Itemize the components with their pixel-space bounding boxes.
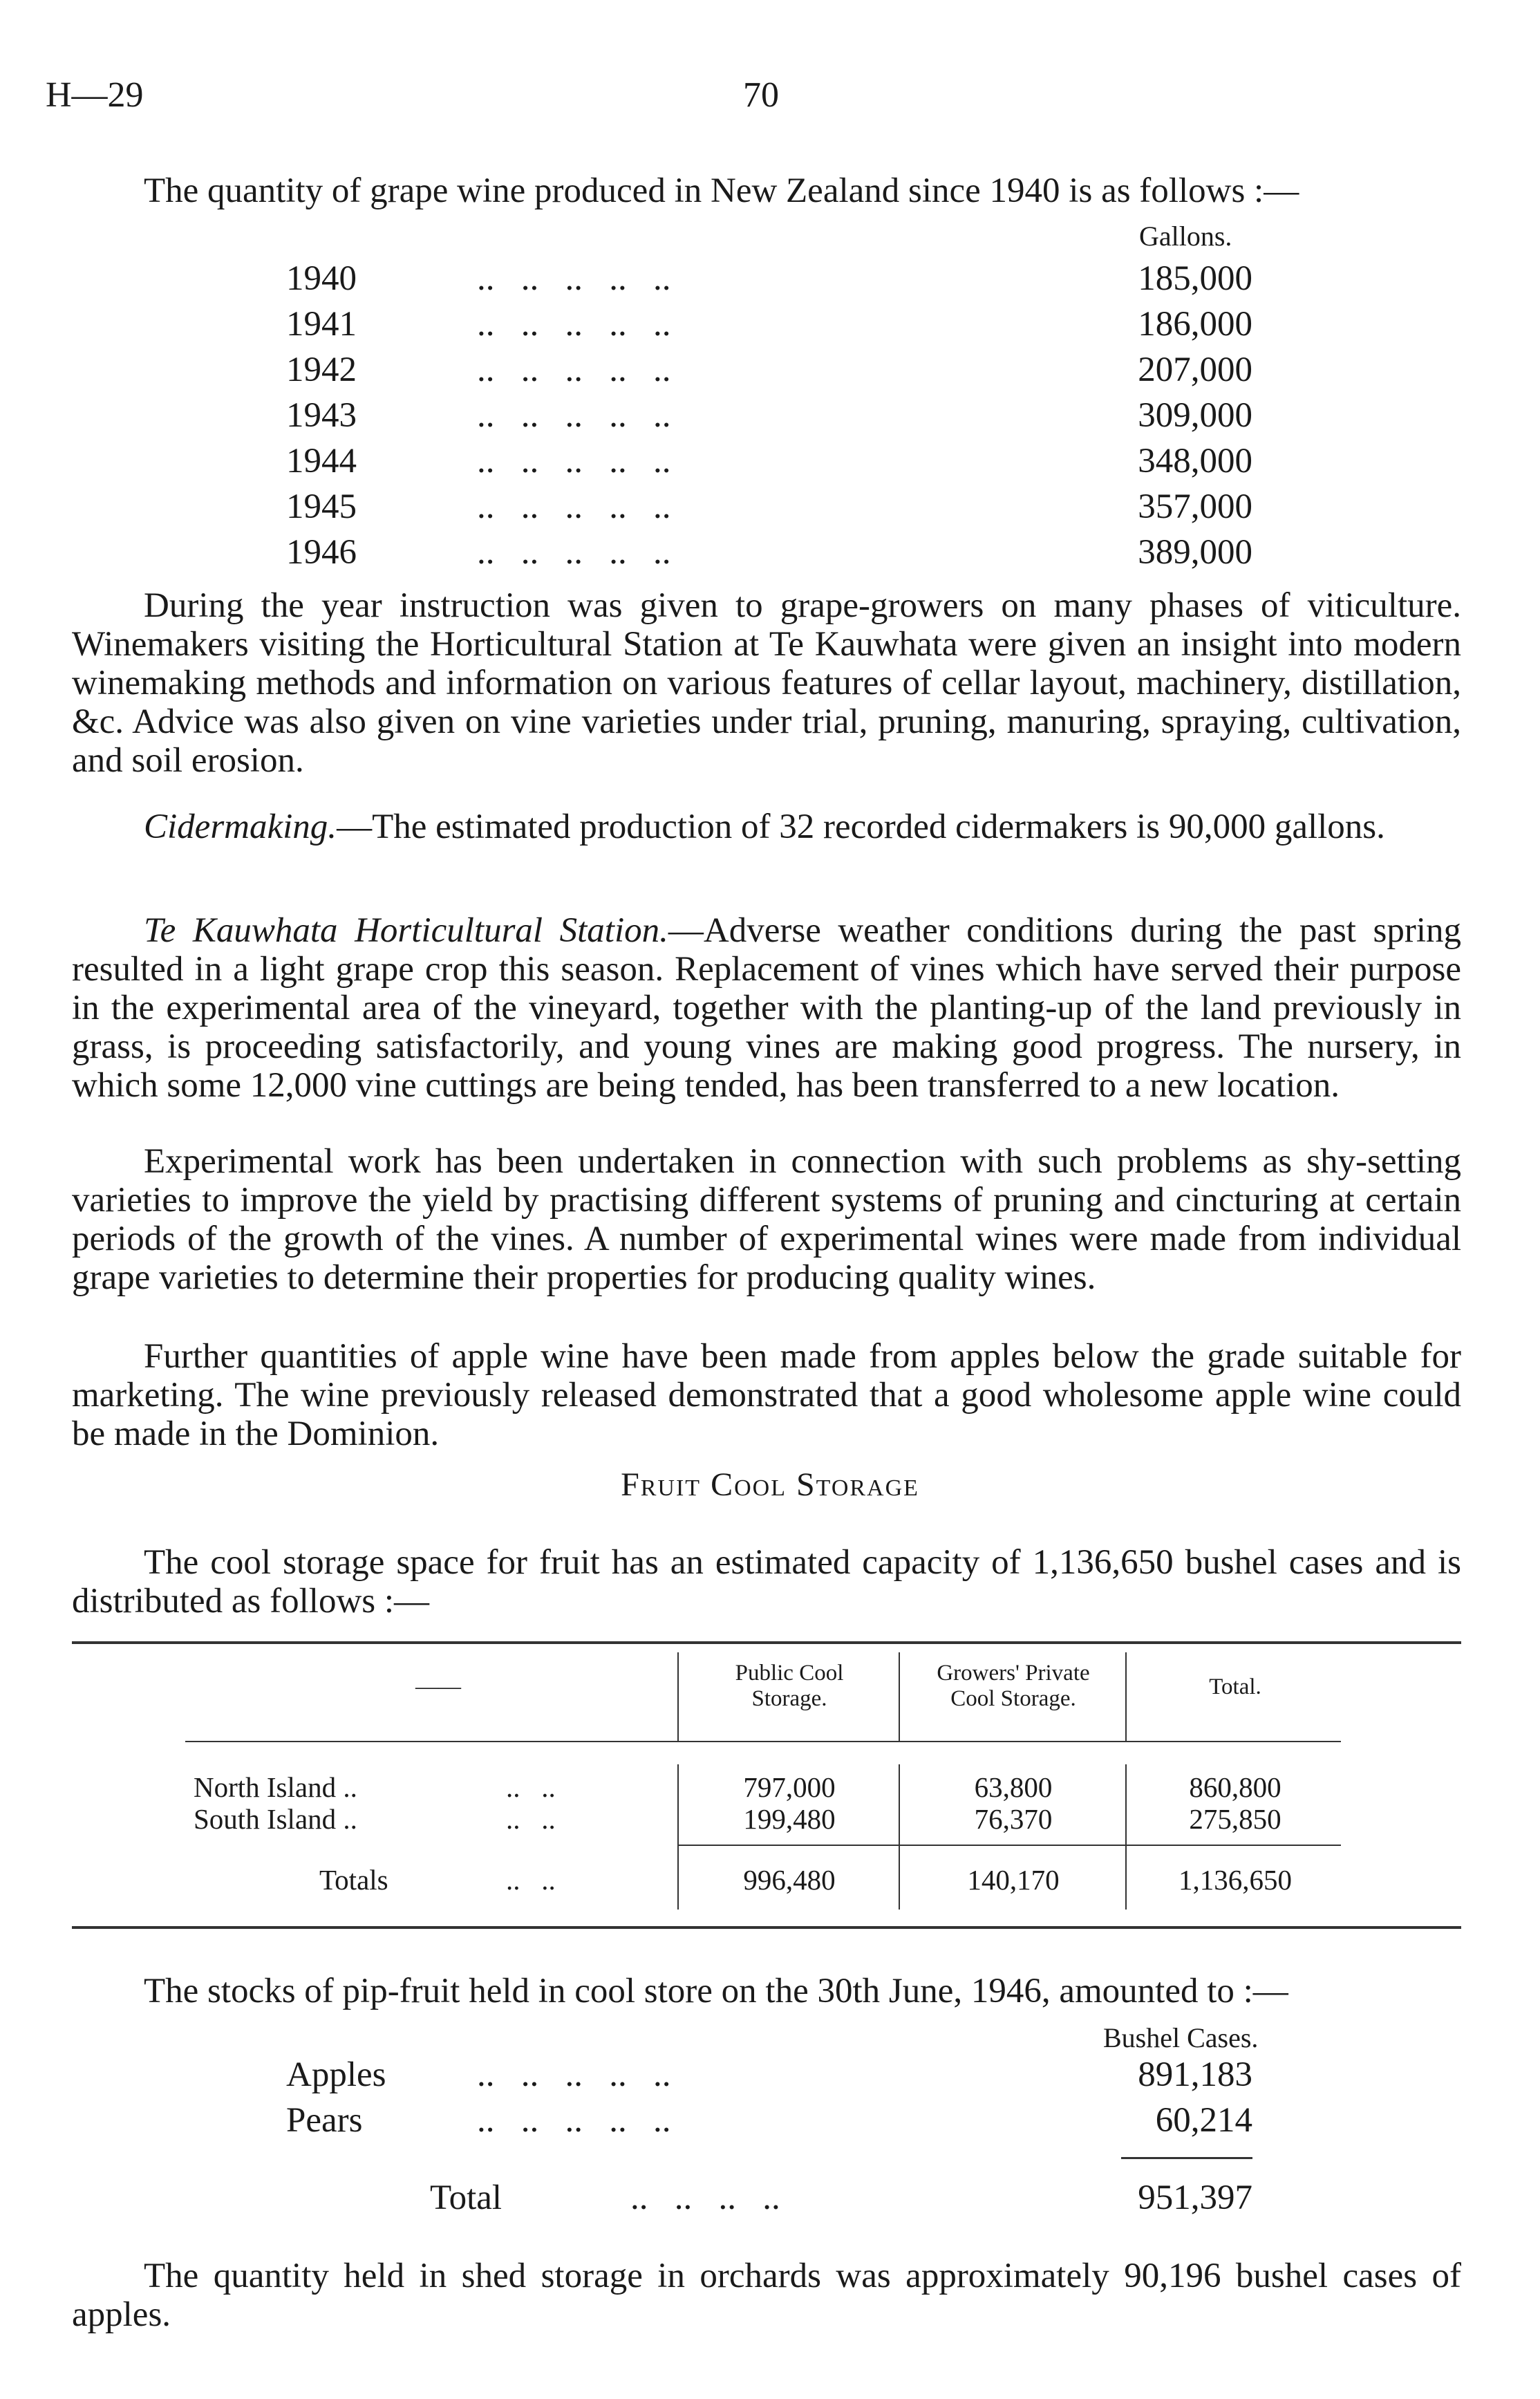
private-value: 63,800 [974, 1771, 1053, 1803]
leader-dots: .. .. .. .. .. [477, 442, 671, 480]
row-label: South Island .. [194, 1803, 357, 1835]
wine-year: 1946 [286, 533, 357, 572]
leader-dots: .. .. .. .. .. [477, 396, 671, 435]
gallons-unit: Gallons. [1139, 221, 1232, 252]
viticulture-paragraph: During the year instruction was given to grape-growers on many phases of viticulture. Winemakers visiting the Horticultural Station at Te Kauwhata were given an insight into modern winemaking methods and information on various features of cellar layout, machinery, distillation, &c. Advice was also given on vine varieties under trial, pruning, manuring, spraying, cultivation, and soil erosion. [72, 586, 1461, 780]
column-divider [899, 1764, 900, 1910]
leader-dots: .. .. .. .. .. [477, 259, 671, 298]
experimental-paragraph: Experimental work has been undertaken in connection with such problems as shy-setting varieties to improve the yield by practising different systems of pruning and cincturing at certain periods of the growth of the vines. A number of experimental wines were made from individual grape varieties to determine their properties for producing quality wines. [72, 1142, 1461, 1297]
leader-dots: .. .. .. .. .. [477, 533, 671, 572]
wine-year: 1945 [286, 487, 357, 526]
leader-dots: .. .. [506, 1803, 556, 1835]
leader-dots: .. .. [506, 1771, 556, 1803]
cidermaking-label: Cidermaking. [144, 808, 337, 846]
row-label: North Island .. [194, 1771, 357, 1803]
table-bottom-rule [72, 1926, 1461, 1929]
column-divider [677, 1652, 679, 1741]
leader-dots: .. .. .. .. .. [477, 351, 671, 389]
leader-dots: .. .. .. .. [630, 2178, 780, 2217]
wine-year: 1943 [286, 396, 357, 435]
pip-total-label: Total [430, 2178, 503, 2217]
public-value: 797,000 [743, 1771, 836, 1803]
wine-year: 1940 [286, 259, 357, 298]
leader-dots: .. .. .. .. .. [477, 305, 671, 344]
wine-year: 1944 [286, 442, 357, 480]
wine-gallons: 309,000 [1138, 396, 1252, 435]
fruit-item: Pears [286, 2101, 363, 2140]
leader-dots: .. .. [506, 1864, 556, 1896]
totals-label: Totals [319, 1864, 388, 1896]
wine-year: 1942 [286, 351, 357, 389]
fruit-quantity: 60,214 [1155, 2101, 1252, 2140]
station-label: Te Kauwhata Horticultural Station. [144, 911, 668, 950]
table-header-rule [185, 1741, 1341, 1742]
growers-private-header [901, 1661, 1125, 1712]
wine-gallons: 389,000 [1138, 533, 1252, 572]
cidermaking-text: —The estimated production of 32 recorded cidermakers is 90,000 gallons. [337, 808, 1385, 846]
report-reference: H—29 [46, 75, 144, 115]
header-line: Storage. [751, 1686, 827, 1711]
section-heading: Fruit Cool Storage [621, 1466, 919, 1503]
closing-paragraph: The quantity held in shed storage in orchards was approximately 90,196 bushel cases of apples. [72, 2257, 1461, 2334]
station-paragraph [72, 911, 1461, 1105]
header-line: Growers' Private [937, 1661, 1090, 1686]
bushel-cases-unit: Bushel Cases. [1103, 2022, 1259, 2053]
totals-rule [677, 1845, 1341, 1846]
wine-gallons: 357,000 [1138, 487, 1252, 526]
sum-rule [1121, 2157, 1252, 2159]
wine-gallons: 348,000 [1138, 442, 1252, 480]
leader-dots: .. .. .. .. .. [477, 2101, 671, 2140]
grand-total: 1,136,650 [1179, 1864, 1292, 1896]
wine-intro: The quantity of grape wine produced in New Zealand since 1940 is as follows :— [144, 171, 1299, 210]
pip-total-value: 951,397 [1138, 2178, 1252, 2217]
column-divider [899, 1652, 900, 1741]
apple-wine-paragraph: Further quantities of apple wine have been made from apples below the grade suitable for marketing. The wine previously released demonstrated that a good wholesome apple wine could be made in the Dominion. [72, 1337, 1461, 1453]
table-top-rule [72, 1641, 1461, 1644]
total-header: Total. [1209, 1674, 1261, 1699]
fruit-quantity: 891,183 [1138, 2055, 1252, 2094]
column-divider [677, 1764, 679, 1910]
pip-fruit-intro: The stocks of pip-fruit held in cool store on the 30th June, 1946, amounted to :— [144, 1972, 1288, 2010]
wine-gallons: 185,000 [1138, 259, 1252, 298]
wine-gallons: 186,000 [1138, 305, 1252, 344]
public-cool-header [680, 1661, 899, 1712]
page-number: 70 [743, 75, 779, 115]
cidermaking-paragraph [72, 808, 1461, 846]
wine-year: 1941 [286, 305, 357, 344]
public-total: 996,480 [743, 1864, 836, 1896]
column-divider [1125, 1652, 1127, 1741]
leader-dots: .. .. .. .. .. [477, 487, 671, 526]
total-value: 860,800 [1189, 1771, 1281, 1803]
station-text: —Adverse weather conditions during the past spring resulted in a light grape crop this season. Replacement of vines which have served their purpose in the experimental area of the vineyard, together with the planting-up of the land previously in grass, is proceeding satisfactorily, and young vines are making good progress. The nursery, in which some 12,000 vine cuttings are being tended, has been transferred to a new location. [72, 911, 1461, 1105]
wine-gallons: 207,000 [1138, 351, 1252, 389]
fruit-item: Apples [286, 2055, 386, 2094]
total-value: 275,850 [1189, 1803, 1281, 1835]
private-total: 140,170 [967, 1864, 1060, 1896]
header-line: Public Cool [735, 1661, 844, 1686]
public-value: 199,480 [743, 1803, 836, 1835]
blank-column-header: —— [415, 1674, 461, 1699]
header-line: Cool Storage. [950, 1686, 1076, 1711]
cool-storage-intro: The cool storage space for fruit has an estimated capacity of 1,136,650 bushel cases and is distributed as follows :— [72, 1543, 1461, 1621]
private-value: 76,370 [974, 1803, 1053, 1835]
column-divider [1125, 1764, 1127, 1910]
leader-dots: .. .. .. .. .. [477, 2055, 671, 2094]
